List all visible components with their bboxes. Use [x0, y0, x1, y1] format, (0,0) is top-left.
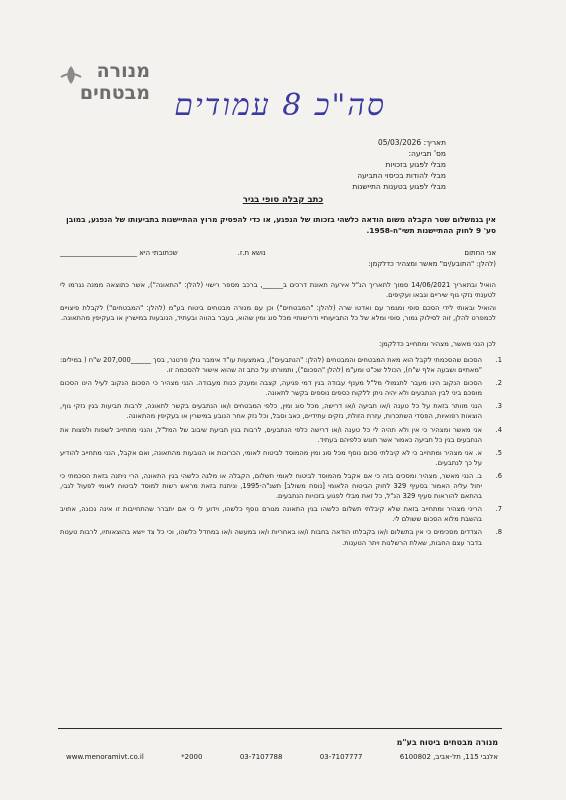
item-text: הסכום הנקוב הינו מעבר לתגמולי מל"ל מענף עבודה בגין דמי פגיעה, קצבה ומענק כנות מעבודה. הנני מצהיר כי הסכום הנקוב לעיל הינו הסכום מוסכם ביני לבין הנתבעים ולא יהיה ניתן ללקוח כספים נוספים בקשר לתאונה.: [60, 379, 482, 398]
signatory-role: (להלן: "התובע/ים" מאשר ומצהיר כדלקמן:: [368, 260, 496, 268]
list-item: [60, 448, 502, 468]
footer-company-name: מנורה מבטחים ביטוח בע"מ: [396, 738, 498, 747]
list-item: [60, 355, 502, 375]
footer-website[interactable]: www.menoramivt.co.il: [66, 753, 144, 761]
list-item: [60, 425, 502, 445]
item-text: ב. הנני מאשר, מצהיר ומסכים בזה כי אם אקבל מהמוסד לביטוח לאומי תשלום, הקבלה או מלגה כלשהי בגין התאונה, הרי ניתנה בזאת הסכמתי כי יחול עליה האמור בסעיף 329 לחוק הביטוח הלאומי [נוסח משולב] תשנ"ה-1995, וניתנת בזאת מראש רשות למוסד לביטוח לאומי לפעול לגבי, בהתאם להוראות סעיף 329 הנ"ל, כל זאת מבלי לפגוע בזכויות הנתבעים.: [60, 471, 482, 501]
footer-phone: 03-7107777: [319, 753, 363, 761]
whereas-paragraph-2: והואיל ובאותי לידי הסכם סופי ומגמר עם ואדטו שרה (להלן: "המבטחים") וכן עם מנורה מבטחים ביטוח בע"מ (להלן: "המבטחים") לקבלת פיצויים לכמפרט להלן, זוה לסילוק גמור, סופי ומלא של כל התביעותיי ודרישותיי מכל סוג ומין שהוא, בעבר בהווה ובעתיד, הנובעות במישרין או בעקיפין מהתאונה.: [60, 304, 496, 323]
list-item: [60, 471, 502, 501]
item-number: 5.: [495, 448, 502, 457]
intro-paragraph: אין בגמשלום שטר הקבלה משום הודאה כלשהי בזכותו של הנפגע, או כדי להפסיק מרוץ ההתיישנות בתביעותו של הנפגע, במובן סע' 9 לחוק ההתיישנות תשי"ח-1958.: [66, 215, 496, 235]
list-item: [60, 378, 502, 398]
id-label: נושא ת.ז.: [237, 249, 266, 257]
terms-list: [60, 355, 502, 551]
item-text: הצדדים מסכימים כי אין בתשלום ו/או בקבלתו הודאה בחבות ו/או באחריות ו/או במעשה ו/או במחדל כלשהו, וכי כל צד יישא בהוצאותיו, לרבות טענות בדבר עצם החבות, שאלת הרשלנות ויתר הטענות.: [60, 528, 482, 547]
logo-line-1: מנורה: [96, 60, 150, 82]
item-text: הסכום שהסכמתי לקבל הוא מאת המבטחים והמבטחים (להלן: "הנתבעים"), באמצעות עו"ד אימבר גולן פרטנר, בסך ______207,000 ש"ח ( במילים: "מאתיים ושבעה אלף ש"ח), הכולל שכ"ט ומע"מ (להלן "הסכום"), ותמורתו על כתב זה שהוא אישור להסכמה זו.: [60, 356, 483, 375]
address-label: שכתובתי היא: [139, 249, 178, 257]
document-date: תאריך: 05/03/2026: [377, 138, 446, 147]
signatory-label: אני החתום: [464, 249, 496, 257]
footer-contact: [66, 753, 498, 761]
item-number: 2.: [495, 379, 502, 388]
list-item: [60, 401, 502, 421]
company-logo: [58, 60, 150, 122]
item-text: הריני מצהיר ומתחייב בזאת שלא קיבלתי תשלום כלשהו בגין התאונה מגורם נוסף כלשהו, וידוע לי כי אם יתברר שהתחייבות זו אינה נכונה, אחויב בהשבת מלוא הסכום ששולם לי.: [60, 505, 482, 524]
item-number: 4.: [495, 425, 502, 434]
item-number: 1.: [495, 356, 502, 364]
footer-divider: [58, 728, 502, 729]
document-title: כתב קבלה סופי בגיר: [242, 195, 324, 205]
item-text: א. אני מצהיר ומתחייב כי לא קיבלתי סכום נוסף מכל סוג ומין מהמוסד לביטוח לאומי, הכרוכות או הנובעות מהתאונה, ואם אקבל, הנני מתחייב להודיע על כך לנתבעים.: [60, 448, 482, 467]
disclaimer-1: מבלי לפגוע בזכויות: [385, 160, 446, 169]
footer-fax: 03-7107788: [239, 753, 283, 761]
footer-ext: *2000: [181, 753, 203, 761]
item-text: הנני מוותר בזאת על כל טענה ו/או תביעה ו/או דרישה, מכל סוג ומין, כלפי המבטחים ו/או הנתבעים בקשר לתאונה, לרבות תביעות בגין נזקי גוף, הוצאות רפואיות, הפסדי השתכרות, עזרת הזולת, נזקים עתידיים, כאב וסבל, וכל נזק אחר הנובע במישרין או בעקיפין מהתאונה.: [60, 402, 482, 421]
declaration-lead: לכן הנני מאשר, מצהיר ומתחייב כדלקמן:: [378, 340, 496, 348]
disclaimer-3: מבלי לפגוע בטענות התיישנות: [352, 182, 446, 191]
list-item: [60, 527, 502, 547]
logo-line-2: מבטחים: [79, 82, 150, 104]
item-number: 7.: [495, 505, 502, 514]
item-text: אני מאשר ומצהיר כי אין ולא תהיה לי כל טענה ו/או דרישה כלפי הנתבעים, לרבות בגין תביעת שיבוב של המל"ל, והנני מתחייב לשפות ולפצות את הנתבעים בגין כל תביעה כאמור אשר תוגש כלפיהם בעתיד.: [60, 425, 482, 444]
claim-number: מס' תביעה:: [408, 149, 446, 158]
list-item: [60, 504, 502, 524]
whereas-paragraph-1: הואיל ובתאריך 14/06/2021 סמוך לתאריך הנ"ל אירעה תאונת דרכים ב______, ברכב מספר רישוי (להלן: "התאונה"), אשר כתוצאה ממנה נגרמו לי לטענתי נזקי גוף שיריים וגבאו ועקיפים.: [60, 281, 496, 300]
item-number: 8.: [495, 528, 502, 537]
signatory-block: אני החתום נושא ת.ז. שכתובתי היא ______________________ (להלן: "התובע/ים" מאשר ומצהיר כדלקמן:: [60, 249, 496, 268]
item-number: 3.: [495, 402, 502, 411]
letter-header: [352, 137, 446, 192]
footer-address: אלנבי 115, תל-אביב, 6100802: [399, 753, 498, 761]
item-number: 6.: [495, 471, 502, 480]
disclaimer-2: מבלי להודות בכיסוי התביעה: [357, 171, 446, 180]
handwritten-page-count: סה"כ 8 עמודים: [174, 88, 386, 123]
